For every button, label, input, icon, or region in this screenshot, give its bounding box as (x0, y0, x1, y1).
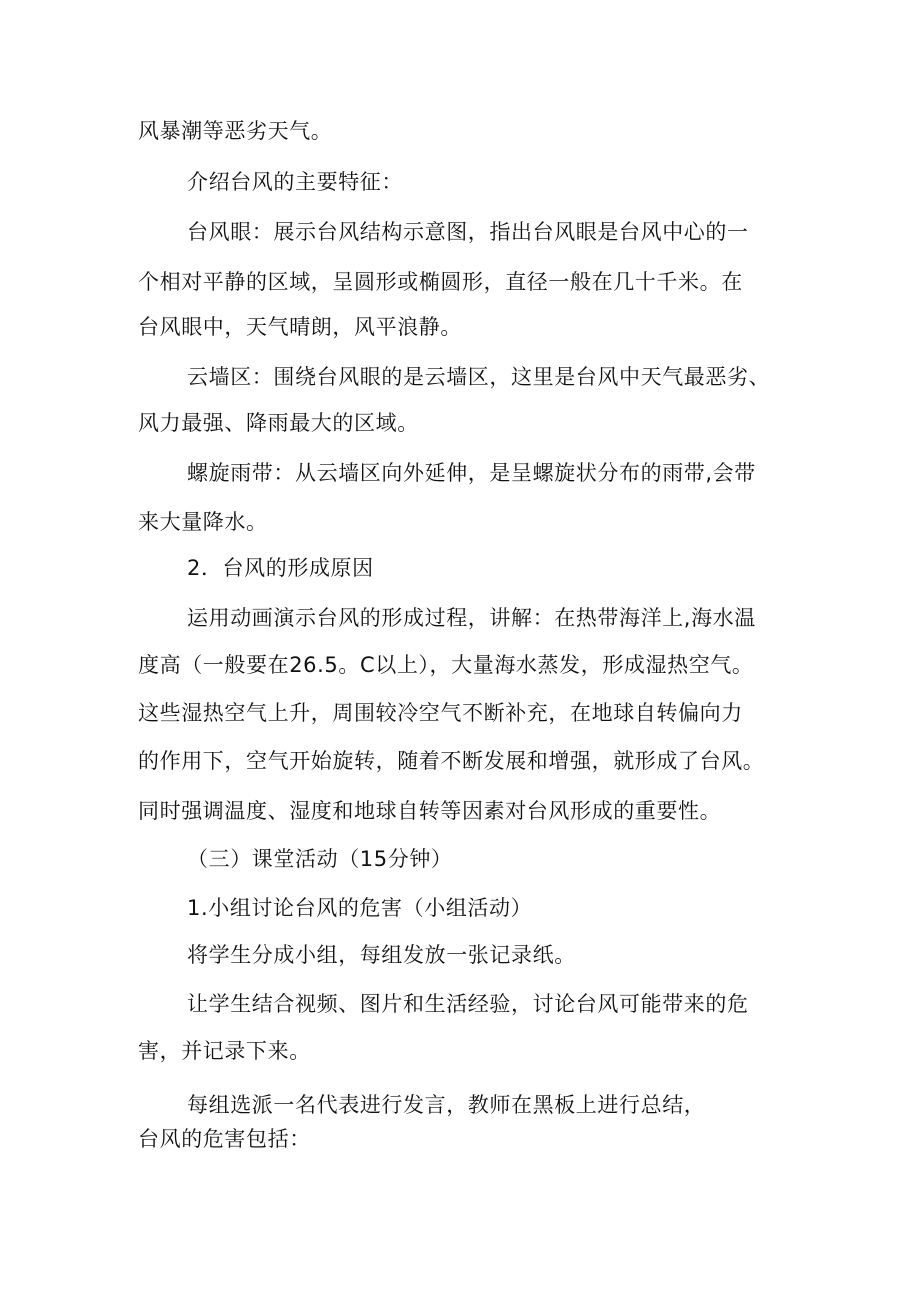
text-line: 度高（一般要在26.5。C以上），大量海水蒸发，形成湿热空气。 (138, 653, 754, 677)
text-line: 云墙区：围绕台风眼的是云墙区，这里是台风中天气最恶劣、 (187, 365, 771, 389)
text-line: 来大量降水。 (138, 510, 268, 534)
section-heading: 2．台风的形成原因 (187, 556, 374, 580)
text-line: 风力最强、降雨最大的区域。 (138, 411, 419, 435)
text-line: 这些湿热空气上升，周围较冷空气不断补充，在地球自转偏向力 (138, 701, 743, 725)
text-line: 台风眼中，天气晴朗，风平浪静。 (138, 315, 462, 339)
text-line: 风暴潮等恶劣天气。 (138, 119, 333, 143)
text-line: 将学生分成小组，每组发放一张记录纸。 (187, 943, 576, 967)
text-line: 介绍台风的主要特征： (187, 170, 403, 194)
section-heading: （三）课堂活动（15分钟） (187, 847, 453, 871)
text-line: 同时强调温度、湿度和地球自转等因素对台风形成的重要性。 (138, 799, 722, 823)
text-line: 每组选派一名代表进行发言，教师在黑板上进行总结， (187, 1093, 706, 1117)
subsection-heading: 1.小组讨论台风的危害（小组活动） (187, 896, 533, 920)
text-line: 害，并记录下来。 (138, 1039, 311, 1063)
text-line: 让学生结合视频、图片和生活经验，讨论台风可能带来的危 (187, 992, 749, 1016)
text-line: 台风眼：展示台风结构示意图，指出台风眼是台风中心的一 (187, 220, 749, 244)
text-line: 的作用下，空气开始旋转，随着不断发展和增强，就形成了台风。 (138, 749, 765, 773)
text-line: 个相对平静的区域，呈圆形或椭圆形，直径一般在几十千米。在 (138, 270, 743, 294)
text-line: 螺旋雨带：从云墙区向外延伸，是呈螺旋状分布的雨带,会带 (187, 461, 756, 485)
text-line: 台风的危害包括： (138, 1127, 311, 1151)
text-line: 运用动画演示台风的形成过程，讲解：在热带海洋上,海水温 (187, 606, 756, 630)
